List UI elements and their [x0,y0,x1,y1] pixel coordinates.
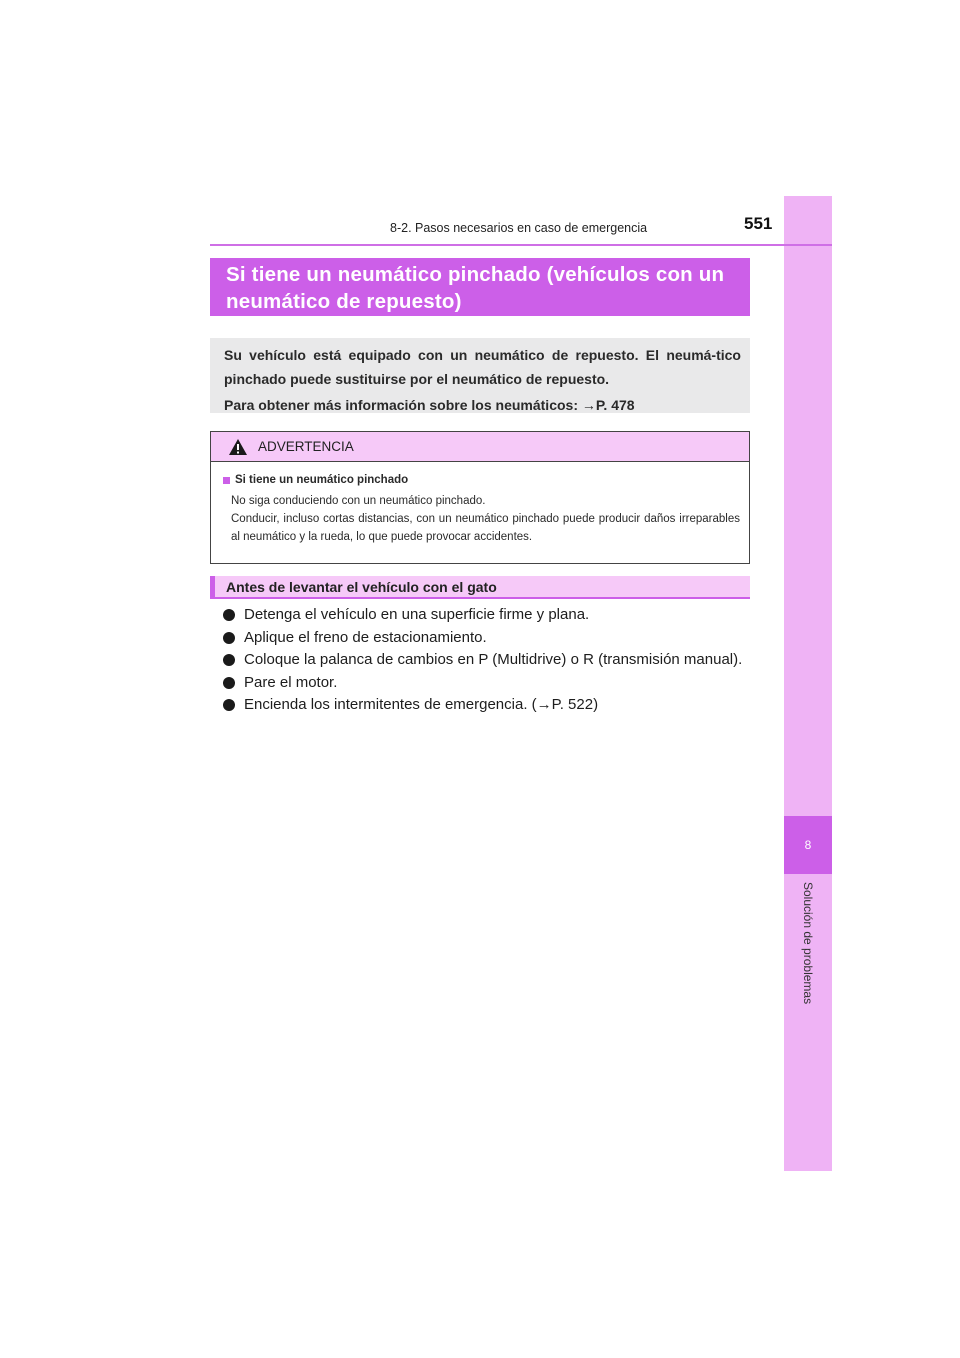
step-text: Aplique el freno de estacionamiento. [244,628,487,646]
bullet-icon [223,609,235,621]
warning-subheading [223,474,740,486]
warning-triangle-icon [228,438,248,456]
header-divider [210,244,832,246]
warning-header [211,432,749,462]
step-text: Encienda los intermitentes de emergencia. (→P. 522) [244,696,599,714]
warning-line-2: Conducir, incluso cortas distancias, con un neumático pinchado puede producir daños irreparables al neumático y la rueda, lo que puede provocar accidentes. [231,513,740,543]
bullet-icon [223,677,235,689]
step-text: Detenga el vehículo en una superficie firme y plana. [244,606,590,623]
chapter-number: 8 [804,838,812,852]
warning-line-1: No siga conduciendo con un neumático pinchado. [231,495,486,507]
warning-body [211,462,749,546]
square-bullet-icon [223,477,230,484]
side-tab [784,196,832,1171]
bullet-icon [223,654,235,666]
chapter-title: Solución de problemas [801,882,815,1005]
bullet-icon [223,632,235,644]
chapter-title-tab [784,882,832,1022]
page-title: Si tiene un neumático pinchado (vehículos con un neumático de repuesto) [210,258,750,316]
intro-box [210,338,750,413]
warning-subheading-text: Si tiene un neumático pinchado [235,474,409,486]
step-text: Pare el motor. [244,673,338,691]
section-label: 8-2. Pasos necesarios en caso de emergencia [390,221,648,235]
warning-box [210,431,750,564]
step-list [210,604,746,717]
list-item [210,694,746,716]
list-item [210,649,746,671]
section-heading: Antes de levantar el vehículo con el gato [210,576,750,599]
list-item [210,627,746,649]
intro-text: Su vehículo está equipado con un neumático de repuesto. El neumá-tico pinchado puede sustituirse por el neumático de repuesto. [224,347,741,387]
page-number: 551 [744,214,773,233]
step-text: Coloque la palanca de cambios en P (Multidrive) o R (transmisión manual). [244,651,743,669]
list-item [210,672,746,694]
list-item [210,604,746,626]
bullet-icon [223,699,235,711]
warning-title: ADVERTENCIA [258,439,354,454]
intro-reference: Para obtener más información sobre los neumáticos: →P. 478 [224,397,635,413]
chapter-number-tab [784,816,832,874]
